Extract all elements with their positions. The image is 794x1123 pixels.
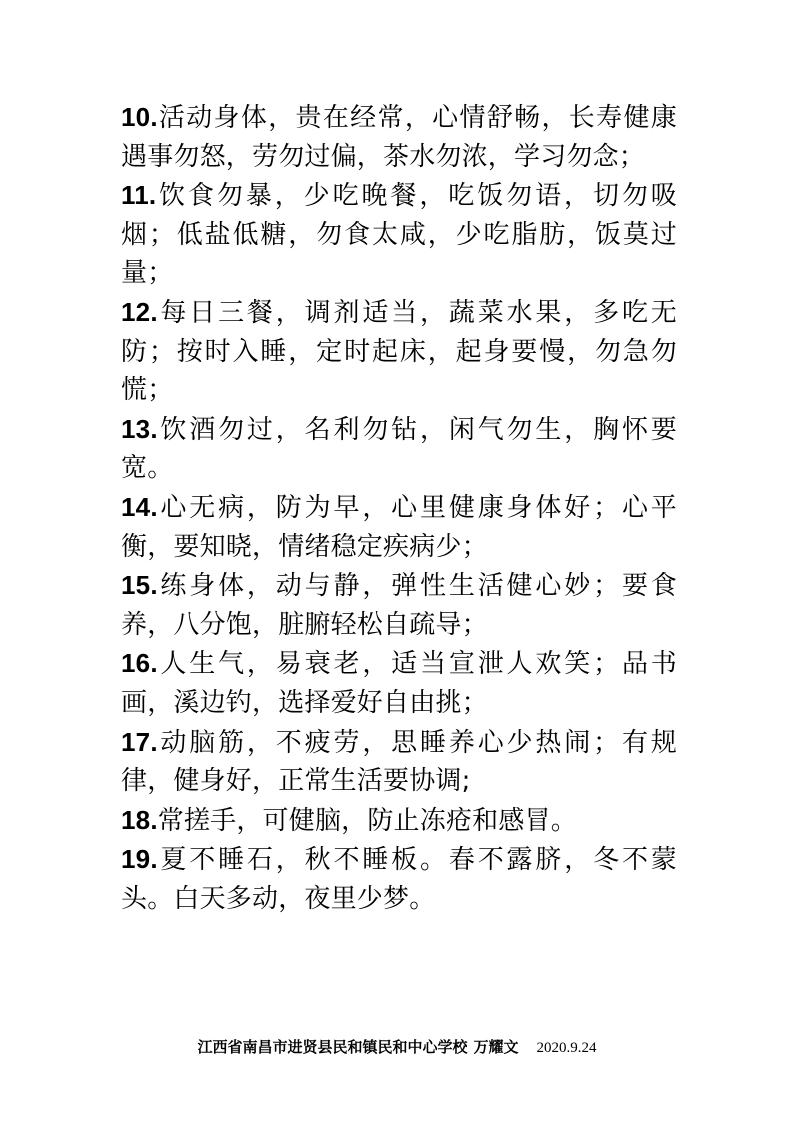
list-item <box>121 98 677 176</box>
list-item <box>121 488 677 566</box>
item-text: 心无病，防为早，心里健康身体好；心平衡，要知晓，情绪稳定疾病少； <box>121 492 677 562</box>
item-number: 16. <box>121 648 158 679</box>
item-text: 活动身体，贵在经常，心情舒畅，长寿健康遇事勿怒，劳勿过偏，茶水勿浓，学习勿念； <box>121 103 677 172</box>
item-number: 17. <box>121 726 158 757</box>
footer-date: 2020.9.24 <box>536 1040 597 1056</box>
item-number: 10. <box>121 102 158 132</box>
list-item <box>121 801 677 841</box>
item-number: 13. <box>121 413 158 444</box>
item-number: 18. <box>121 804 158 835</box>
item-text: 动脑筋，不疲劳，思睡养心少热闹；有规律，健身好，正常生活要协调; <box>121 727 677 797</box>
item-text: 饮食勿暴，少吃晚餐，吃饭勿语，切勿吸烟；低盐低糖，勿食太咸，少吃脂肪，饭莫过量； <box>121 181 677 289</box>
footer-school: 江西省南昌市进贤县民和镇民和中心学校 <box>197 1038 468 1056</box>
item-text: 饮酒勿过，名利勿钻，闲气勿生，胸怀要宽。 <box>121 414 677 484</box>
item-text: 练身体，动与静，弹性生活健心妙；要食养，八分饱，脏腑轻松自疏导； <box>121 571 677 640</box>
list-item <box>121 644 677 722</box>
list-item <box>121 566 677 644</box>
item-number: 19. <box>121 844 158 875</box>
footer-signature <box>0 1036 794 1057</box>
item-text: 每日三餐，调剂适当，蔬菜水果，多吃无防；按时入睡，定时起床，起身要慢，勿急勿慌； <box>121 297 677 406</box>
item-number: 12. <box>121 296 158 327</box>
item-number: 11. <box>121 180 157 211</box>
item-text: 常搓手，可健脑，防止冻疮和感冒。 <box>157 805 577 836</box>
item-number: 14. <box>121 491 158 522</box>
list-item <box>121 176 677 293</box>
list-item <box>121 410 677 488</box>
item-text: 夏不睡石，秋不睡板。春不露脐，冬不蒙头。白天多动，夜里少梦。 <box>121 845 677 914</box>
item-number: 15. <box>121 570 158 601</box>
list-item <box>121 723 677 801</box>
list-item <box>121 840 677 918</box>
footer-author: 万耀文 <box>473 1038 519 1056</box>
list-item <box>121 293 677 410</box>
item-text: 人生气，易衰老，适当宣泄人欢笑；品书画，溪边钓，选择爱好自由挑； <box>121 649 677 718</box>
health-tips-list <box>121 98 677 918</box>
